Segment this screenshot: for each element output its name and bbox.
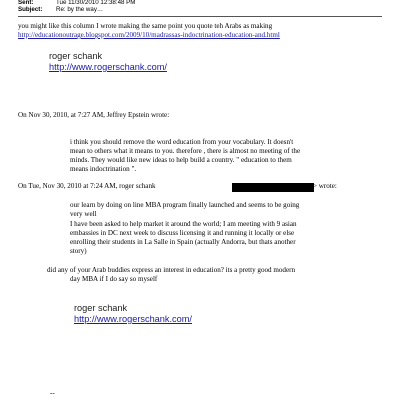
header-divider bbox=[18, 16, 382, 17]
intro-text: you might like this column I wrote making the same point you quote teh Arabs as making bbox=[18, 22, 273, 30]
signature-name: roger schank bbox=[49, 51, 103, 61]
signature-name: roger schank bbox=[74, 303, 128, 313]
redaction-bar bbox=[232, 183, 314, 192]
question-line: did any of your Arab buddies express an interest in education? its a pretty good modern bbox=[47, 266, 296, 274]
subject-row bbox=[18, 6, 103, 13]
question-line: day MBA if I do say so myself bbox=[70, 275, 158, 283]
quote1-line: minds. They would like new ideas to help build a country. " education to them bbox=[70, 156, 292, 164]
quote2-line: our learn by doing on line MBA program finally launched and seems to be going bbox=[70, 201, 300, 209]
sent-value: Tue 11/30/2010 12:38:48 PM bbox=[56, 0, 136, 6]
quote1-line: mean to others what it means to you. therefore , there is almost no meeting of the bbox=[70, 147, 301, 155]
quote2-line: enrolling their students in La Salle in Spain (actually Andorra, but thats another bbox=[70, 238, 296, 246]
quote2-line: embassies in DC next week to discuss licensing it and running it locally or else bbox=[70, 229, 295, 237]
subject-label: Subject: bbox=[18, 6, 43, 13]
quote2-attribution bbox=[18, 182, 156, 192]
column-link[interactable]: http://educationoutrage.blogspot.com/2009/10/madrassas-indoctrination-education-and.html bbox=[18, 31, 280, 39]
quote1-attribution: On Nov 30, 2010, at 7:27 AM, Jeffrey Epstein wrote: bbox=[18, 111, 170, 119]
sent-label: Sent: bbox=[18, 0, 34, 6]
quote2-attribution-prefix: On Tue, Nov 30, 2010 at 7:24 AM, roger schank bbox=[18, 182, 156, 190]
quote2-line: very well bbox=[70, 210, 97, 218]
signature-link[interactable]: http://www.rogerschank.com/ bbox=[49, 62, 167, 72]
subject-value: Re: by the way… bbox=[56, 6, 104, 13]
quote1-line: i think you should remove the word education from your vocabulary. It doesn't bbox=[70, 138, 294, 146]
quote2-line: story) bbox=[70, 247, 87, 255]
quote2-line: I have been asked to help market it around the world; I am meeting with 9 asian bbox=[70, 220, 297, 228]
signature-link[interactable]: http://www.rogerschank.com/ bbox=[74, 314, 192, 324]
quote2-attribution-suffix: > wrote: bbox=[313, 182, 337, 190]
quote1-line: means indoctrination ". bbox=[70, 165, 137, 173]
footer-dashes: -- bbox=[50, 389, 55, 397]
